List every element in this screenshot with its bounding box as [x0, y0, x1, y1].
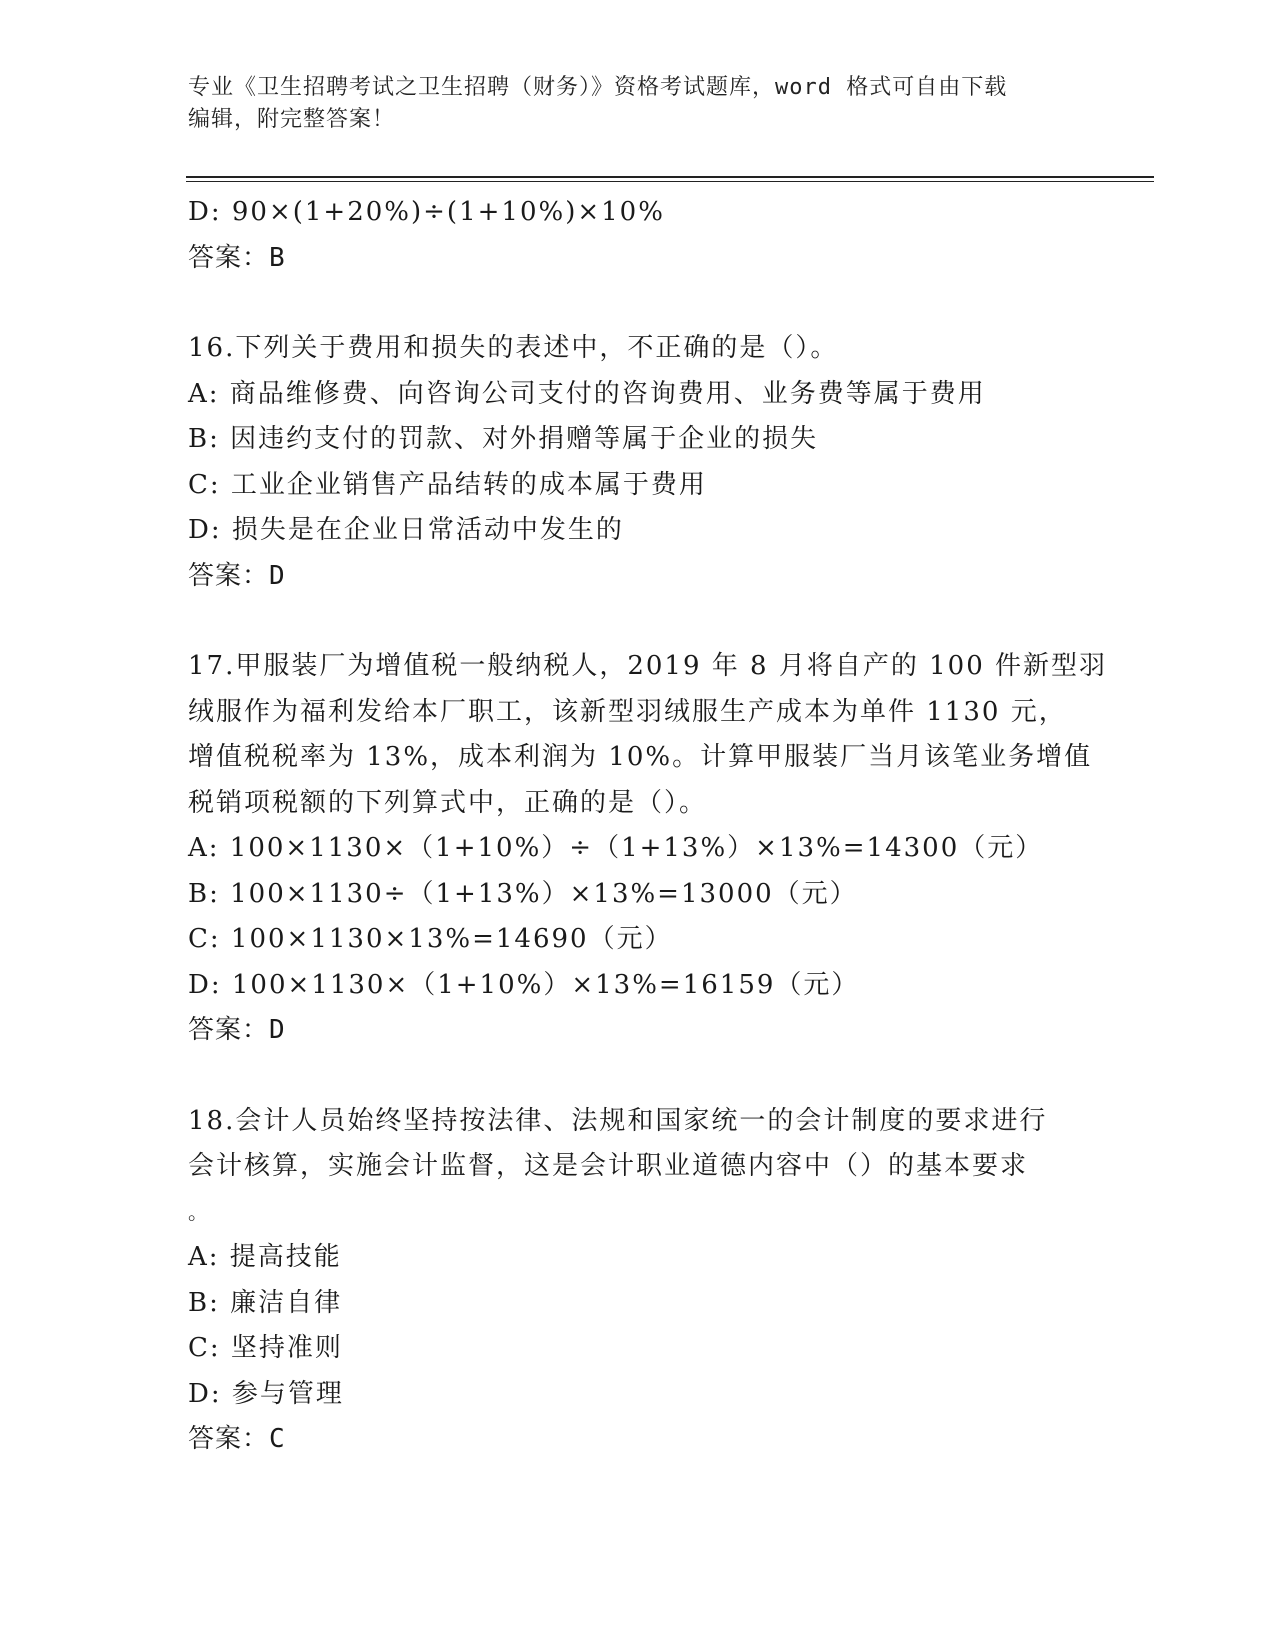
option-d: D: 参与管理 [188, 1378, 344, 1409]
header-rule-thin [186, 181, 1154, 182]
answer: 答案：D [188, 560, 286, 591]
header-line-1: 专业《卫生招聘考试之卫生招聘（财务）》资格考试题库，word 格式可自由下载 [188, 75, 1008, 100]
question-stem: 16.下列关于费用和损失的表述中，不正确的是（）。 [188, 333, 839, 363]
question-16 [188, 326, 1088, 599]
option-c: C: 工业企业销售产品结转的成本属于费用 [188, 469, 707, 500]
spacer [188, 599, 1088, 644]
question-stem-line: 会计核算，实施会计监督，这是会计职业道德内容中（）的基本要求 [188, 1151, 1029, 1181]
spacer [188, 1054, 1088, 1099]
option-b: B: 100×1130÷（1+13%）×13%=13000（元） [188, 878, 858, 909]
question-stem-line: 。 [188, 1199, 210, 1224]
option-a: A: 商品维修费、向咨询公司支付的咨询费用、业务费等属于费用 [188, 378, 986, 409]
question-stem-line: 18.会计人员始终坚持按法律、法规和国家统一的会计制度的要求进行 [188, 1105, 1048, 1136]
answer: 答案：C [188, 1424, 286, 1454]
question-17 [188, 644, 1108, 1054]
question-stem-line: 增值税税率为 13%，成本利润为 10%。计算甲服装厂当月该笔业务增值 [188, 742, 1093, 772]
option-c: C: 坚持准则 [188, 1333, 343, 1363]
question-stem-line: 绒服作为福利发给本厂职工，该新型羽绒服生产成本为单件 1130 元， [188, 696, 1067, 727]
document-header [188, 72, 1088, 136]
option-d: D: 100×1130×（1+10%）×13%=16159（元） [188, 969, 860, 1000]
header-rule-thick [186, 176, 1154, 178]
option-c: C: 100×1130×13%=14690（元） [188, 924, 673, 954]
option-d: D: 损失是在企业日常活动中发生的 [188, 515, 624, 545]
question-18 [188, 1099, 1088, 1463]
prev-answer: 答案：B [188, 242, 286, 273]
answer: 答案：D [188, 1015, 286, 1045]
option-b: B: 廉洁自律 [188, 1287, 343, 1318]
question-stem-line: 税销项税额的下列算式中，正确的是（）。 [188, 787, 708, 818]
option-a: A: 提高技能 [188, 1242, 342, 1272]
question-stem-line: 17.甲服装厂为增值税一般纳税人，2019 年 8 月将自产的 100 件新型羽 [188, 651, 1108, 681]
option-a: A: 100×1130×（1+10%）÷（1+13%）×13%=14300（元） [188, 833, 1044, 863]
header-line-2: 编辑，附完整答案！ [188, 107, 396, 132]
question-list [188, 190, 1108, 1463]
option-b: B: 因违约支付的罚款、对外捐赠等属于企业的损失 [188, 424, 819, 454]
spacer [188, 281, 1088, 326]
prev-option-d: D: 90×(1+20%)÷(1+10%)×10% [188, 197, 665, 227]
